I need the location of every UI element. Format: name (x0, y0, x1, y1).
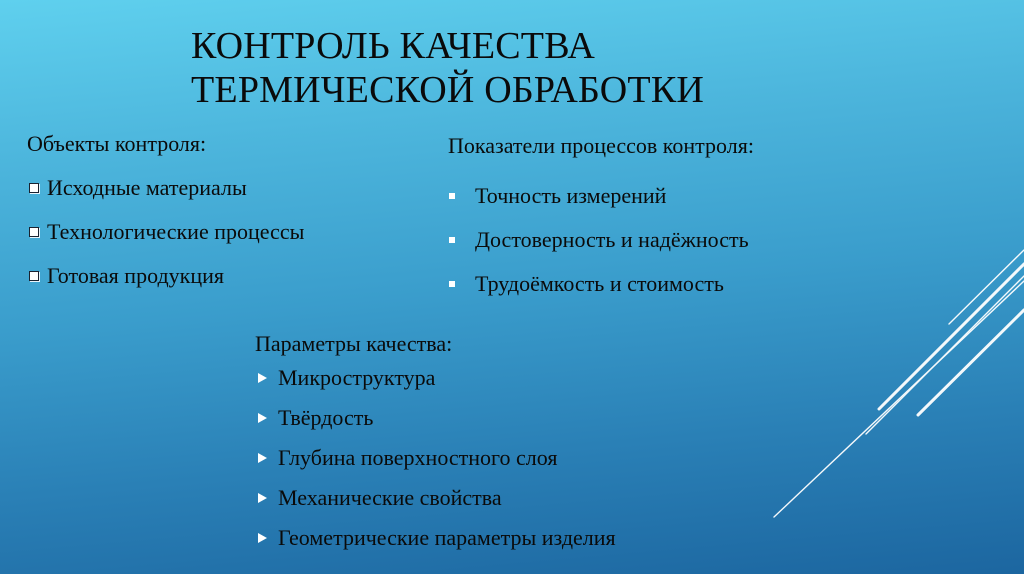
diagonal-line (949, 250, 1024, 324)
triangle-bullet-icon (258, 453, 267, 463)
params-list (255, 365, 616, 565)
params-section (255, 331, 616, 565)
params-heading: Параметры качества: (255, 331, 453, 356)
diagonal-line (918, 310, 1024, 415)
square-outline-bullet-icon (29, 271, 39, 281)
list-item-label: Микроструктура (278, 365, 436, 390)
list-item (27, 175, 304, 219)
square-outline-bullet-icon (29, 183, 39, 193)
small-square-bullet-icon (449, 237, 455, 243)
diagonal-line (774, 281, 1024, 517)
list-item-label: Глубина поверхностного слоя (278, 445, 558, 470)
diagonal-line (879, 264, 1024, 409)
list-item (255, 365, 616, 405)
triangle-bullet-icon (258, 413, 267, 423)
objects-list (27, 175, 304, 307)
list-item-label: Геометрические параметры изделия (278, 525, 616, 550)
title-line-2: ТЕРМИЧЕСКОЙ ОБРАБОТКИ (191, 69, 705, 111)
list-item (27, 219, 304, 263)
list-item-label: Точность измерений (475, 183, 667, 208)
list-item (255, 445, 616, 485)
objects-heading: Объекты контроля: (27, 131, 207, 156)
triangle-bullet-icon (258, 493, 267, 503)
list-item-label: Технологические процессы (47, 219, 305, 244)
small-square-bullet-icon (449, 281, 455, 287)
list-item-label: Механические свойства (278, 485, 502, 510)
list-item (448, 271, 754, 315)
square-outline-bullet-icon (29, 227, 39, 237)
small-square-bullet-icon (449, 193, 455, 199)
objects-section (27, 131, 304, 307)
list-item-label: Готовая продукция (47, 263, 224, 288)
list-item-label: Твёрдость (278, 405, 374, 430)
list-item (448, 183, 754, 227)
slide-title (191, 24, 704, 112)
list-item-label: Трудоёмкость и стоимость (475, 271, 724, 296)
indicators-list (448, 183, 754, 315)
list-item (255, 485, 616, 525)
indicators-section (448, 133, 754, 315)
list-item (255, 525, 616, 565)
triangle-bullet-icon (258, 533, 267, 543)
list-item (255, 405, 616, 445)
diagonal-line (866, 276, 1024, 434)
triangle-bullet-icon (258, 373, 267, 383)
indicators-heading: Показатели процессов контроля: (448, 133, 754, 158)
title-line-1: КОНТРОЛЬ КАЧЕСТВА (191, 25, 596, 67)
list-item-label: Достоверность и надёжность (475, 227, 749, 252)
list-item (448, 227, 754, 271)
list-item (27, 263, 304, 307)
list-item-label: Исходные материалы (47, 175, 247, 200)
